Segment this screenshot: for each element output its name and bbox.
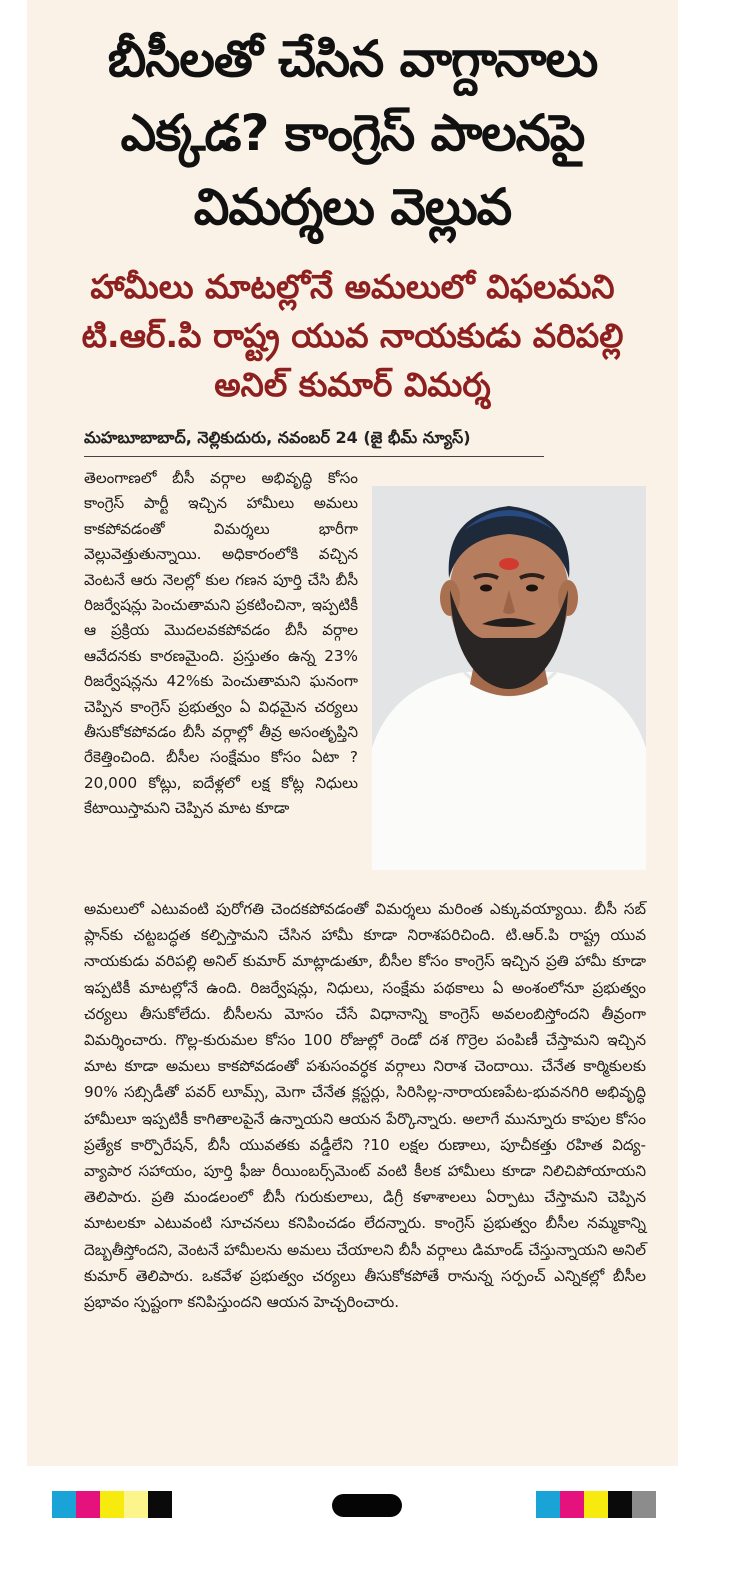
headline-line: విమర్శలు వెల్లువ	[193, 178, 512, 236]
color-swatch	[124, 1491, 148, 1518]
subheadline-line: టి.ఆర్.పి రాష్ట్ర యువ నాయకుడు వరిపల్లి	[81, 316, 624, 355]
headline-line: ఎక్కడ? కాంగ్రెస్ పాలనపై	[120, 104, 585, 162]
color-swatch	[100, 1491, 124, 1518]
color-swatch	[536, 1491, 560, 1518]
headline	[27, 22, 678, 244]
article-body-full-width: అమలులో ఎటువంటి పురోగతి చెందకపోవడంతో విమర్శలు మరింత ఎక్కువయ్యాయి. బీసీ సబ్ ప్లాన్‌కు చట్టబద్ధత కల్పిస్తామని చేసిన హామీ కూడా నిరాశపరిచింది. టి.ఆర్.పి రాష్ట్ర యువ నాయకుడు వరిపల్లి అనిల్ కుమార్ మాట్లాడుతూ, బీసీల కోసం కాంగ్రెస్ ఇచ్చిన ప్రతి హామీ కూడా ఇప్పటికీ మాటల్లోనే ఉంది. రిజర్వేషన్లు, నిధులు, సంక్షేమ పథకాలు ఏ అంశంలోనూ ప్రభుత్వం చర్యలు తీసుకోలేదు. బీసీలను మోసం చేసే విధానాన్ని కాంగ్రెస్ అవలంబిస్తోందని తీవ్రంగా విమర్శించారు. గొల్ల-కురుమల కోసం 100 రోజుల్లో రెండో దశ గొర్రెల పంపిణీ చేస్తామని ఇచ్చిన మాట కూడా అమలు కాకపోవడంతో పశుసంవర్ధక వర్గాలు నిరాశ చెందాయి. చేనేత కార్మికులకు 90% సబ్సిడీతో పవర్ లూమ్స్, మెగా చేనేత క్లస్టర్లు, సిరిసిల్ల-నారాయణపేట-భువనగిరి అభివృద్ధి హామీలూ ఇప్పటికీ కాగితాలపైనే ఉన్నాయని ఆయన పేర్కొన్నారు. అలాగే మున్నూరు కాపుల కోసం ప్రత్యేక కార్పొరేషన్, బీసీ యువతకు వడ్డీలేని ?10 లక్షల రుణాలు, పూచీకత్తు రహిత విద్య-వ్యాపార సహాయం, పూర్తి ఫీజు రీయింబర్స్‌మెంట్ వంటి కీలక హామీలు కూడా నిలిచిపోయాయని తెలిపారు. ప్రతి మండలంలో బీసీ గురుకులాలు, డిగ్రీ కళాశాలలు ఏర్పాటు చేస్తామని చెప్పిన మాటలకూ ఎటువంటి సూచనలు కనిపించడం లేదన్నారు. కాంగ్రెస్ ప్రభుత్వం బీసీల నమ్మకాన్ని దెబ్బతీస్తోందని, వెంటనే హామీలను అమలు చేయాలని బీసీ వర్గాలు డిమాండ్ చేస్తున్నాయని అనిల్ కుమార్ తెలిపారు. ఒకవేళ ప్రభుత్వం చర్యలు తీసుకోకపోతే రానున్న సర్పంచ్ ఎన్నికల్లో బీసీల ప్రభావం స్పష్టంగా కనిపిస్తుందని ఆయన హెచ్చరించారు.	[84, 900, 646, 1312]
color-swatch	[584, 1491, 608, 1518]
subheadline	[27, 262, 678, 409]
color-registration-strip-left	[52, 1491, 172, 1518]
subheadline-line: హామీలు మాటల్లోనే అమలులో విఫలమని	[90, 267, 615, 306]
person-portrait-image	[372, 486, 646, 870]
color-swatch	[76, 1491, 100, 1518]
color-swatch	[632, 1491, 656, 1518]
article-body-column: తెలంగాణలో బీసీ వర్గాల అభివృద్ధి కోసం కాంగ్రెస్ పార్టీ ఇచ్చిన హామీలు అమలు కాకపోవడంతో విమర్శలు భారీగా వెల్లువెత్తుతున్నాయి. అధికారంలోకి వచ్చిన వెంటనే ఆరు నెలల్లో కుల గణన పూర్తి చేసి బీసీ రిజర్వేషన్లు పెంచుతామని ప్రకటించినా, ఇప్పటికీ ఆ ప్రక్రియ మొదలవకపోవడం బీసీ వర్గాల ఆవేదనకు కారణమైంది. ప్రస్తుతం ఉన్న 23% రిజర్వేషన్లను 42%కు పెంచుతామని ఘనంగా చెప్పిన కాంగ్రెస్ ప్రభుత్వం ఏ విధమైన చర్యలు తీసుకోకపోవడం బీసీ వర్గాల్లో తీవ్ర అసంతృప్తిని రేకెత్తించింది. బీసీల సంక్షేమం కోసం ఏటా ?20,000 కోట్లు, ఐదేళ్లలో లక్ష కోట్ల నిధులు కేటాయిస్తామని చెప్పిన మాట కూడా	[84, 469, 358, 818]
subheadline-line: అనిల్ కుమార్ విమర్శ	[214, 365, 491, 404]
headline-line: బీసీలతో చేసిన వాగ్దానాలు	[107, 30, 598, 88]
registration-pill-mark	[332, 1494, 402, 1517]
color-registration-strip-right	[536, 1491, 656, 1518]
dateline: మహబూబాబాద్, నెల్లికుదురు, నవంబర్ 24 (జై భీమ్ న్యూస్)	[84, 428, 544, 457]
color-swatch	[560, 1491, 584, 1518]
portrait-photo	[372, 486, 646, 870]
color-swatch	[52, 1491, 76, 1518]
color-swatch	[608, 1491, 632, 1518]
color-swatch	[148, 1491, 172, 1518]
